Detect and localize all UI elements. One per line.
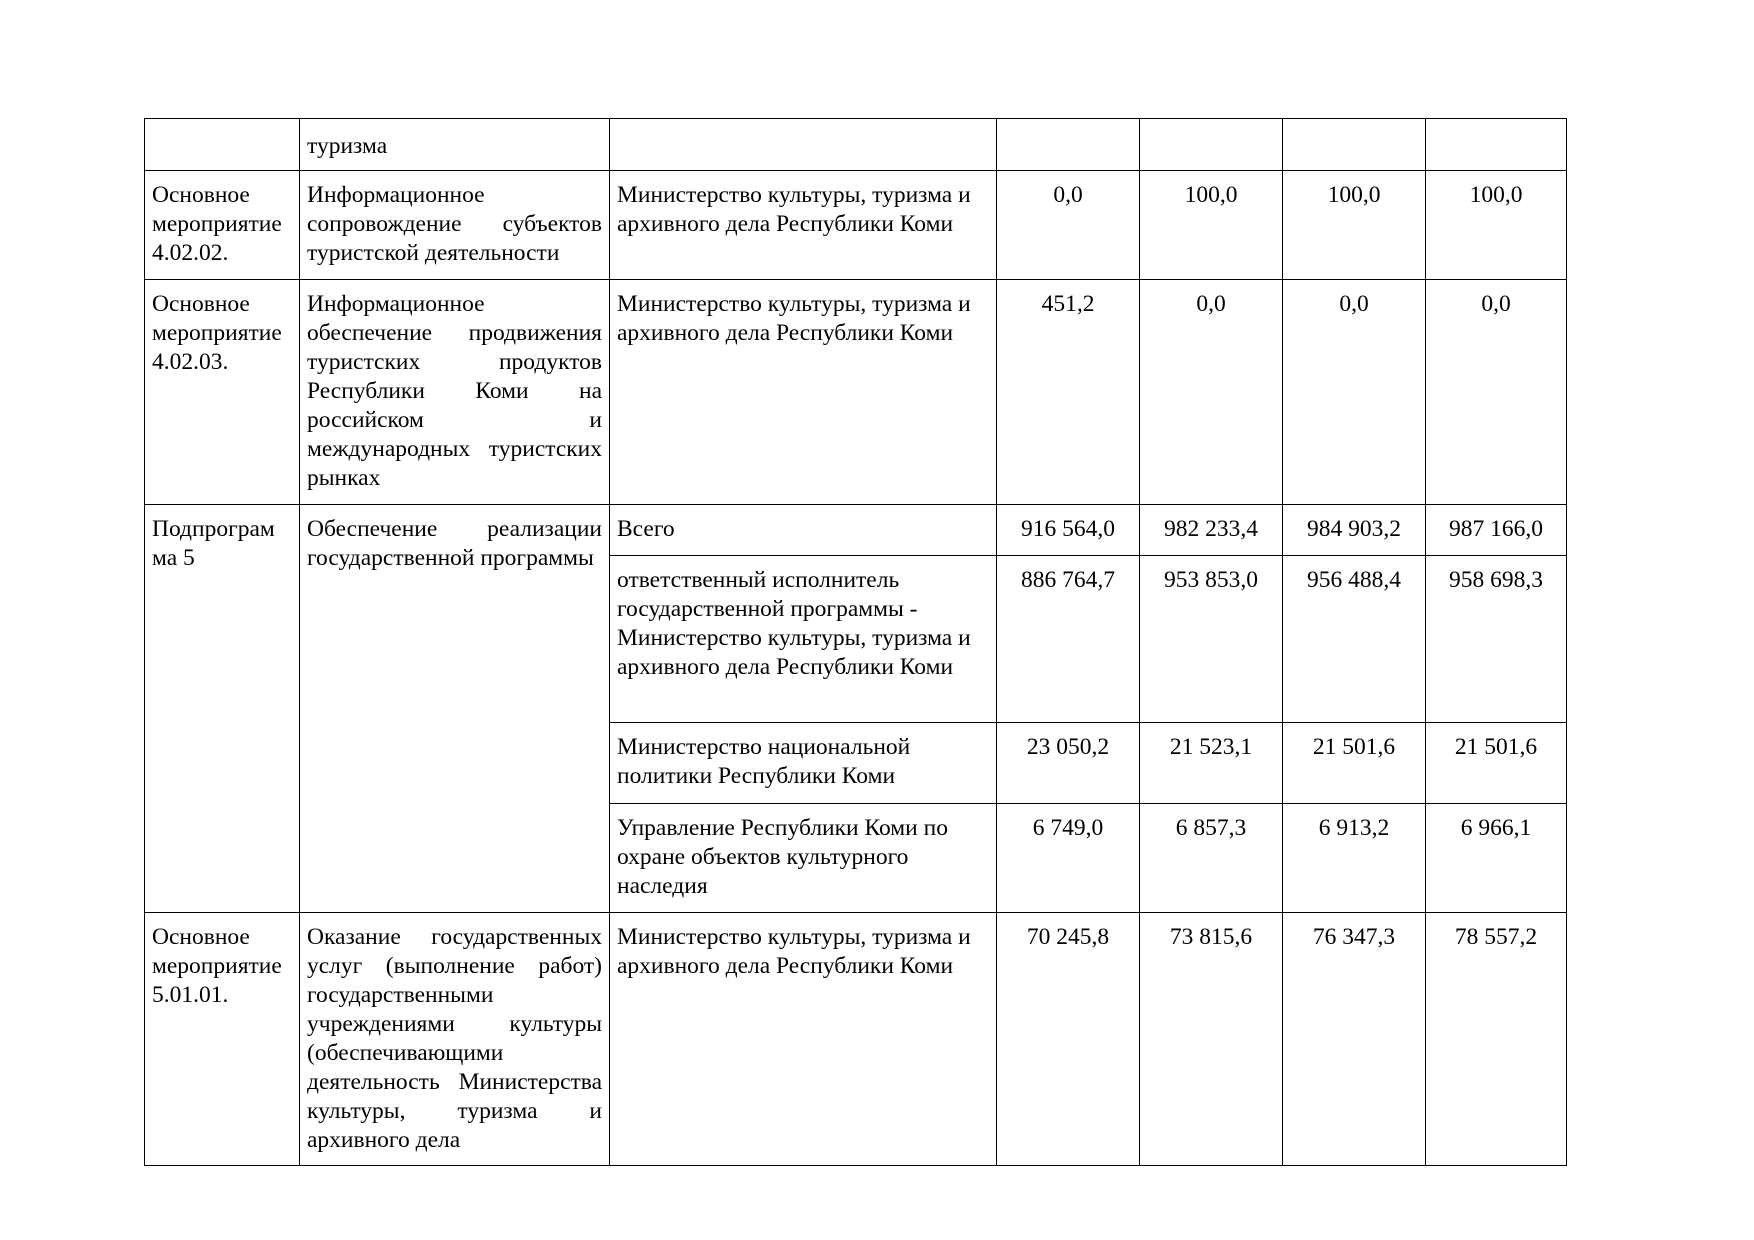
row-6-executor: Управление Республики Коми по охране объектов культурного наследия xyxy=(610,804,997,913)
row-5-executor: Министерство национальной политики Республики Коми xyxy=(610,723,997,804)
row-4-value-2: 953 853,0 xyxy=(1140,556,1283,723)
row-3-code: Подпрограм ма 5 xyxy=(145,505,300,913)
row-7-title: Оказание государственных услуг (выполнение работ) государственными учреждениями культуры (обеспечивающими деятельность Министерства культуры, туризма и архивного дела xyxy=(300,913,610,1166)
row-1-value-3: 100,0 xyxy=(1283,171,1426,280)
row-3-title: Обеспечение реализации государственной программы xyxy=(300,505,610,913)
row-0-value-1 xyxy=(997,119,1140,171)
row-2-value-1: 451,2 xyxy=(997,280,1140,505)
table-row xyxy=(145,913,1567,1166)
row-7-code: Основное мероприятие 5.01.01. xyxy=(145,913,300,1166)
row-2-value-4: 0,0 xyxy=(1426,280,1567,505)
row-6-value-1: 6 749,0 xyxy=(997,804,1140,913)
row-3-executor: Всего xyxy=(610,505,997,556)
row-2-value-3: 0,0 xyxy=(1283,280,1426,505)
row-3-value-2: 982 233,4 xyxy=(1140,505,1283,556)
row-1-value-4: 100,0 xyxy=(1426,171,1567,280)
row-1-executor: Министерство культуры, туризма и архивного дела Республики Коми xyxy=(610,171,997,280)
table-row xyxy=(145,505,1567,556)
row-0-value-3 xyxy=(1283,119,1426,171)
row-0-executor xyxy=(610,119,997,171)
table-row xyxy=(145,119,1567,171)
row-6-value-4: 6 966,1 xyxy=(1426,804,1567,913)
row-4-value-1: 886 764,7 xyxy=(997,556,1140,723)
table-row xyxy=(145,171,1567,280)
row-7-value-4: 78 557,2 xyxy=(1426,913,1567,1166)
row-1-value-2: 100,0 xyxy=(1140,171,1283,280)
row-0-value-4 xyxy=(1426,119,1567,171)
row-7-value-1: 70 245,8 xyxy=(997,913,1140,1166)
row-4-executor: ответственный исполнитель государственной программы - Министерство культуры, туризма и архивного дела Республики Коми xyxy=(610,556,997,723)
row-6-value-3: 6 913,2 xyxy=(1283,804,1426,913)
row-5-value-4: 21 501,6 xyxy=(1426,723,1567,804)
row-2-title: Информационное обеспечение продвижения туристских продуктов Республики Коми на российском и международных туристских рынках xyxy=(300,280,610,505)
row-3-value-1: 916 564,0 xyxy=(997,505,1140,556)
row-1-code: Основное мероприятие 4.02.02. xyxy=(145,171,300,280)
row-3-value-4: 987 166,0 xyxy=(1426,505,1567,556)
row-4-value-3: 956 488,4 xyxy=(1283,556,1426,723)
row-7-value-2: 73 815,6 xyxy=(1140,913,1283,1166)
row-6-value-2: 6 857,3 xyxy=(1140,804,1283,913)
row-2-executor: Министерство культуры, туризма и архивного дела Республики Коми xyxy=(610,280,997,505)
row-7-value-3: 76 347,3 xyxy=(1283,913,1426,1166)
row-0-value-2 xyxy=(1140,119,1283,171)
row-2-code: Основное мероприятие 4.02.03. xyxy=(145,280,300,505)
budget-table xyxy=(144,118,1567,1166)
row-1-value-1: 0,0 xyxy=(997,171,1140,280)
row-1-title: Информационное сопровождение субъектов туристской деятельности xyxy=(300,171,610,280)
row-0-title: туризма xyxy=(300,119,610,171)
row-5-value-2: 21 523,1 xyxy=(1140,723,1283,804)
table-row xyxy=(145,280,1567,505)
row-7-executor: Министерство культуры, туризма и архивного дела Республики Коми xyxy=(610,913,997,1166)
row-2-value-2: 0,0 xyxy=(1140,280,1283,505)
row-3-value-3: 984 903,2 xyxy=(1283,505,1426,556)
row-5-value-1: 23 050,2 xyxy=(997,723,1140,804)
row-5-value-3: 21 501,6 xyxy=(1283,723,1426,804)
row-0-code xyxy=(145,119,300,171)
row-4-value-4: 958 698,3 xyxy=(1426,556,1567,723)
